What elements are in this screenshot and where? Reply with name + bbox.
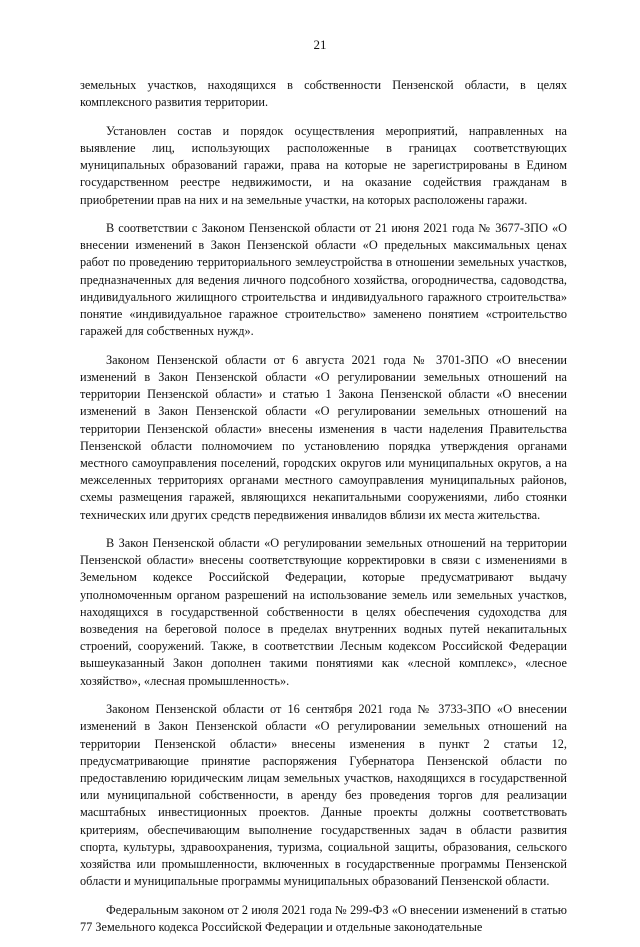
paragraph-continuation: земельных участков, находящихся в собственности Пензенской области, в целях комплексного развития территории. [80, 78, 567, 110]
document-body [80, 77, 567, 947]
paragraph-garages: Установлен состав и порядок осуществления мероприятий, направленных на выявление лиц, использующих расположенные в границах соответствующих муниципальных образований гаражи, права на которые не зарегистрированы в Едином государственном реестре недвижимости, и на оказание содействия гражданам в приобретении прав на них и на земельные участки, на которых расположены гаражи. [80, 123, 567, 207]
paragraph-law-3701: Законом Пензенской области от 6 августа 2021 года № 3701-ЗПО «О внесении изменений в Закон Пензенской области «О регулировании земельных отношений на территории Пензенской области» и статью 1 Закона Пензенской области «О внесении изменений в Закон Пензенской области «О регулировании земельных отношений на территории Пензенской области» внесены изменения в части наделения Правительства Пензенской области полномочием по установлению порядка утверждения органами местного самоуправления поселений, городских округов или муниципальных округов, а на межселенных территориях органами местного самоуправления муниципальных районов, схемы размещения гаражей, являющихся некапитальными сооружениями, либо стоянки технических или других средств передвижения инвалидов вблизи их места жительства. [80, 352, 567, 522]
paragraph-land-relations: В Закон Пензенской области «О регулировании земельных отношений на территории Пензенской области» внесены соответствующие корректировки в связи с изменениями в Земельном кодексе Российской Федерации, которые предусматривают выдачу уполномоченным органом разрешений на использование земель или земельных участков, находящихся в государственной собственности в целях обеспечения судоходства для возведения на береговой полосе в пределах внутренних водных путей некапитальных строений, сооружений. Также, в соответствии Лесным кодексом Российской Федерации вышеуказанный Закон дополнен такими понятиями как «лесной комплекс», «лесное хозяйство», «лесная промышленность». [80, 536, 567, 688]
paragraph-law-3677: В соответствии с Законом Пензенской области от 21 июня 2021 года № 3677-ЗПО «О внесении изменений в Закон Пензенской области «О предельных максимальных ценах работ по проведению территориального землеустройства в отношении земельных участков, предназначенных для ведения личного подсобного хозяйства, огородничества, садоводства, индивидуального жилищного строительства и индивидуального гаражного строительства» понятие «индивидуальное гаражное строительство» заменено понятием «строительство гаражей для собственных нужд». [80, 221, 567, 339]
paragraph-law-3733: Законом Пензенской области от 16 сентября 2021 года № 3733-ЗПО «О внесении изменений в Закон Пензенской области «О регулировании земельных отношений на территории Пензенской области» внесены изменения в пункт 2 статьи 12, предусматривающие принятие распоряжения Губернатора Пензенской области по предоставлению юридическим лицам земельных участков, находящихся в государственной или муниципальной собственности, в аренду без проведения торгов для реализации масштабных инвестиционных проектов. Данные проекты должны соответствовать критериям, обеспечивающим выполнение государственных задач в области развития спорта, культуры, здравоохранения, туризма, социальной защиты, образования, сельского хозяйства или промышленности, включенных в государственные программы Пензенской области и муниципальные программы муниципальных образований Пензенской области. [80, 702, 567, 889]
page-number: 21 [313, 37, 327, 52]
paragraph-federal-law-299: Федеральным законом от 2 июля 2021 года № 299-ФЗ «О внесении изменений в статью 77 Земельного кодекса Российской Федерации и отдельные законодательные [80, 902, 567, 934]
